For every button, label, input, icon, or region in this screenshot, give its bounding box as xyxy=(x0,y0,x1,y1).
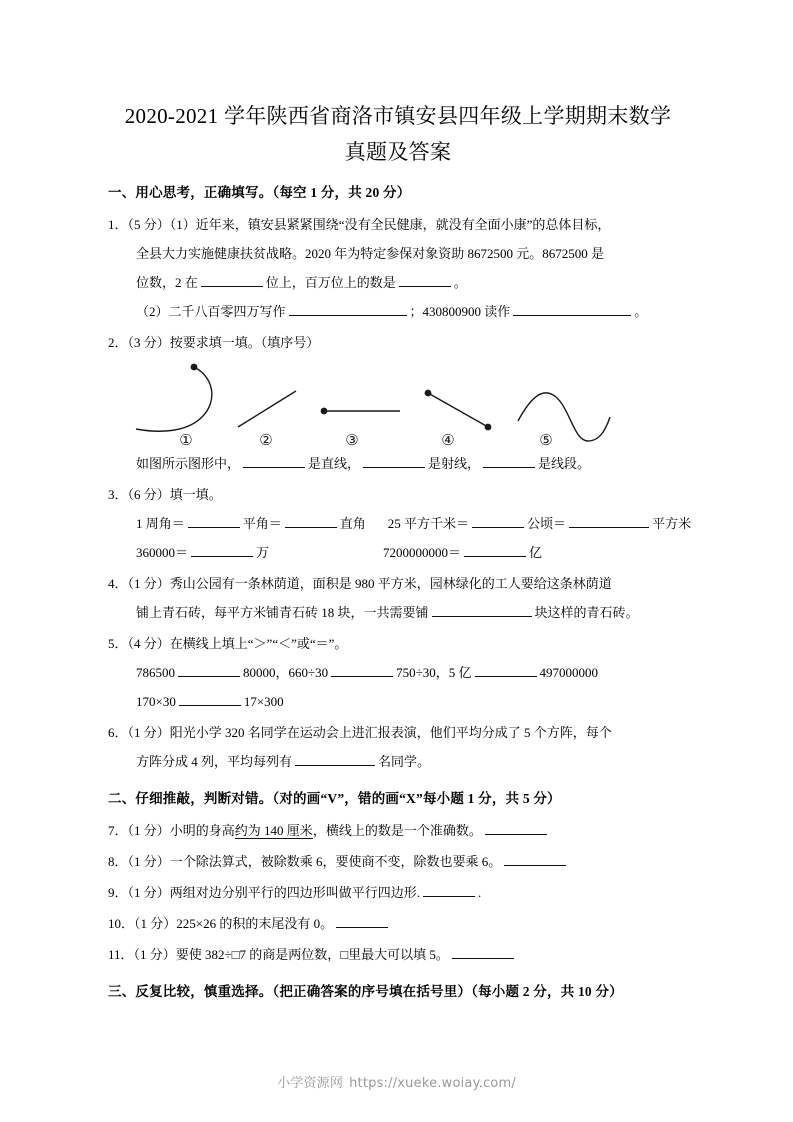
q9-answer-blank[interactable] xyxy=(423,883,475,897)
q5-row1-d: 497000000 xyxy=(539,665,599,680)
question-9 xyxy=(108,878,688,907)
q6-text-1: 阳光小学 320 名同学在运动会上进汇报表演，他们平均分成了 5 个方阵，每个 xyxy=(169,725,612,740)
q3-score: （6 分） xyxy=(127,487,170,502)
q2-number: 2． xyxy=(108,335,128,350)
q5-row2-b: 17×300 xyxy=(243,694,284,709)
q3-row1-d: 25 平方千米＝ xyxy=(387,516,470,531)
q1-text-4b: ；430800900 读作 xyxy=(409,304,511,319)
q5-score: （4 分） xyxy=(127,636,170,651)
question-1 xyxy=(108,210,688,326)
q11-number: 11． xyxy=(108,947,134,962)
q10-number: 10． xyxy=(108,916,135,931)
q4-number: 4． xyxy=(108,576,128,591)
q5-blank-3[interactable] xyxy=(475,663,537,677)
figure-3-ray xyxy=(321,408,400,415)
q2-prompt-d: 是线段。 xyxy=(538,456,591,471)
question-3-line-1 xyxy=(108,480,688,509)
q6-number: 6． xyxy=(108,725,128,740)
q2-prompt-a: 如图所示图形中， xyxy=(136,456,241,471)
q10-text: 225×26 的积的末尾没有 0。 xyxy=(176,916,334,931)
question-6-line-2 xyxy=(108,747,688,776)
question-11 xyxy=(108,940,688,969)
page-title xyxy=(108,98,688,170)
figure-label-2: ② xyxy=(259,433,273,447)
figure-label-4: ④ xyxy=(441,433,455,447)
question-11-line xyxy=(108,940,688,969)
q1-text-4c: 。 xyxy=(634,304,648,319)
q10-score: （1 分） xyxy=(134,916,177,931)
title-line-1: 2020-2021 学年陕西省商洛市镇安县四年级上学期期末数学 xyxy=(124,104,672,128)
question-5-line-1 xyxy=(108,629,688,658)
q1-score: （5 分） xyxy=(127,217,170,232)
q3-row1-c: 直角 xyxy=(339,516,366,531)
question-10-line xyxy=(108,909,688,938)
q1-text-1: 近年来，镇安县紧紧围绕“没有全民健康，就没有全面小康”的总体目标， xyxy=(195,217,611,232)
question-1-line-2 xyxy=(108,239,688,268)
q3-row1-b: 平角＝ xyxy=(242,516,282,531)
figure-4-segment xyxy=(425,390,492,431)
q3-row2-c: 7200000000＝ xyxy=(383,545,462,560)
question-4 xyxy=(108,569,688,627)
q4-blank-1[interactable] xyxy=(432,603,532,617)
footer-watermark xyxy=(0,1072,793,1091)
question-1-line-1 xyxy=(108,210,688,239)
q7-text-b: ，横线上的数是一个准确数。 xyxy=(312,823,482,838)
figure-5-wave xyxy=(518,393,610,441)
figure-labels xyxy=(179,433,552,447)
figure-label-5: ⑤ xyxy=(539,433,553,447)
question-2 xyxy=(108,328,688,478)
question-3-row-2 xyxy=(108,538,688,567)
question-4-line-2 xyxy=(108,598,688,627)
q1-blank-4[interactable] xyxy=(513,302,631,316)
question-5-row-1 xyxy=(108,658,688,687)
q3-blank-4[interactable] xyxy=(569,514,649,528)
q3-row2-a: 360000＝ xyxy=(136,545,189,560)
q3-blank-5[interactable] xyxy=(191,543,253,557)
q4-text-2a: 铺上青石砖，每平方米铺青石砖 18 块，一共需要铺 xyxy=(136,605,429,620)
q7-score: （1 分） xyxy=(127,823,170,838)
q2-text: 按要求填一填。（填序号） xyxy=(169,335,320,350)
q5-blank-2[interactable] xyxy=(331,663,393,677)
q7-text-a: 小明的身高 xyxy=(169,823,235,838)
q2-blank-3[interactable] xyxy=(483,454,535,468)
q1-number: 1． xyxy=(108,217,128,232)
q5-text: 在横线上填上“＞”“＜”或“＝”。 xyxy=(169,636,348,651)
q5-row1-a: 786500 xyxy=(136,665,175,680)
q3-row1-e: 公顷＝ xyxy=(527,516,567,531)
q5-number: 5． xyxy=(108,636,128,651)
question-4-line-1 xyxy=(108,569,688,598)
footer-url[interactable]: https://xueke.woiay.com/ xyxy=(349,1076,516,1091)
question-7 xyxy=(108,816,688,845)
q8-text: 一个除法算式，被除数乘 6，要使商不变，除数也要乘 6。 xyxy=(169,854,502,869)
question-1-line-3 xyxy=(108,268,688,297)
q5-row1-c: 750÷30，5 亿 xyxy=(396,665,472,680)
q3-row1-a: 1 周角＝ xyxy=(136,516,185,531)
q2-prompt-b: 是直线， xyxy=(308,456,361,471)
question-2-prompt xyxy=(108,449,688,478)
q1-blank-3[interactable] xyxy=(289,302,407,316)
q7-underlined-phrase: 约为 140 厘米 xyxy=(234,823,313,838)
q10-answer-blank[interactable] xyxy=(336,914,388,928)
question-2-figure-group xyxy=(128,359,688,449)
question-9-line xyxy=(108,878,688,907)
section-heading-two: 二、仔细推敲，判断对错。（对的画“V”，错的画“X”每小题 1 分，共 5 分） xyxy=(108,791,561,806)
q1-blank-1[interactable] xyxy=(201,273,263,287)
q1-text-3c: 。 xyxy=(453,275,467,290)
q9-tail: . xyxy=(478,885,482,900)
q9-score: （1 分） xyxy=(127,885,170,900)
figure-4-endpoint-dot-b xyxy=(485,424,492,431)
q6-score: （1 分） xyxy=(127,725,170,740)
question-5 xyxy=(108,629,688,716)
q4-text-1: 秀山公园有一条林荫道，面积是 980 平方米，园林绿化的工人要给这条林荫道 xyxy=(169,576,612,591)
question-6-line-1 xyxy=(108,718,688,747)
q1-blank-2[interactable] xyxy=(399,273,451,287)
title-line-2: 真题及答案 xyxy=(344,140,452,164)
q8-score: （1 分） xyxy=(127,854,170,869)
q5-blank-1[interactable] xyxy=(178,663,240,677)
question-1-line-4 xyxy=(108,297,688,326)
question-2-line-1 xyxy=(108,328,688,357)
q3-blank-1[interactable] xyxy=(188,514,240,528)
q11-text: 要使 382÷□7 的商是两位数，□里最大可以填 5。 xyxy=(175,947,449,962)
question-8 xyxy=(108,847,688,876)
q2-score: （3 分） xyxy=(127,335,170,350)
section-heading-one: 一、用心思考，正确填写。（每空 1 分，共 20 分） xyxy=(108,185,411,200)
question-3-row-1 xyxy=(108,509,692,538)
figure-4-endpoint-dot-a xyxy=(425,390,432,397)
q6-blank-1[interactable] xyxy=(295,752,375,766)
question-6 xyxy=(108,718,688,776)
q1-text-3a: 位数，2 在 xyxy=(136,275,198,290)
figure-label-1: ① xyxy=(179,433,193,447)
q5-row2-a: 170×30 xyxy=(136,694,176,709)
figure-1-curve xyxy=(136,364,212,432)
question-7-line xyxy=(108,816,688,845)
q8-number: 8． xyxy=(108,854,128,869)
q1-text-3b: 位上，百万位上的数是 xyxy=(265,275,396,290)
question-3 xyxy=(108,480,692,567)
q3-blank-2[interactable] xyxy=(285,514,337,528)
q3-row1-f: 平方米 xyxy=(652,516,692,531)
question-10 xyxy=(108,909,688,938)
q4-text-2b: 块这样的青石砖。 xyxy=(534,605,639,620)
figure-label-3: ③ xyxy=(345,433,359,447)
q6-text-2a: 方阵分成 4 列，平均每列有 xyxy=(136,754,293,769)
q2-blank-1[interactable] xyxy=(243,454,305,468)
document-content xyxy=(108,98,692,1007)
figure-3-endpoint-dot xyxy=(321,408,328,415)
footer-site-name: 小学资源网 xyxy=(277,1076,344,1091)
q1-part2-label: （2） xyxy=(136,304,169,319)
q3-row2-d: 亿 xyxy=(529,545,543,560)
q11-score: （1 分） xyxy=(133,947,176,962)
geometry-figures-svg xyxy=(128,359,628,447)
question-8-line xyxy=(108,847,688,876)
q3-blank-3[interactable] xyxy=(472,514,524,528)
q7-answer-blank[interactable] xyxy=(485,821,547,835)
q2-prompt-c: 是射线， xyxy=(428,456,481,471)
q5-row1-b: 80000，660÷30 xyxy=(243,665,329,680)
q8-answer-blank[interactable] xyxy=(504,852,566,866)
q1-text-2: 全县大力实施健康扶贫战略。2020 年为特定参保对象资助 8672500 元。8672500 是 xyxy=(136,246,605,261)
q5-blank-4[interactable] xyxy=(179,692,241,706)
q3-number: 3． xyxy=(108,487,128,502)
q3-row2-b: 万 xyxy=(256,545,270,560)
q2-blank-2[interactable] xyxy=(363,454,425,468)
section-heading-three: 三、反复比较，慎重选择。（把正确答案的序号填在括号里）（每小题 2 分，共 10 分） xyxy=(108,984,623,999)
q7-number: 7． xyxy=(108,823,128,838)
q9-number: 9． xyxy=(108,885,128,900)
q3-text: 填一填。 xyxy=(169,487,222,502)
question-5-row-2 xyxy=(108,687,688,716)
q1-part1-label: （1） xyxy=(169,217,196,232)
q1-text-4a: 二千八百零四万写作 xyxy=(168,304,286,319)
figure-1-endpoint-dot xyxy=(191,364,198,371)
q3-blank-6[interactable] xyxy=(464,543,526,557)
q11-answer-blank[interactable] xyxy=(452,945,514,959)
q6-text-2b: 名同学。 xyxy=(378,754,431,769)
q4-score: （1 分） xyxy=(127,576,170,591)
figure-2-line xyxy=(238,391,296,427)
q9-text: 两组对边分别平行的四边形叫做平行四边形. xyxy=(169,885,421,900)
